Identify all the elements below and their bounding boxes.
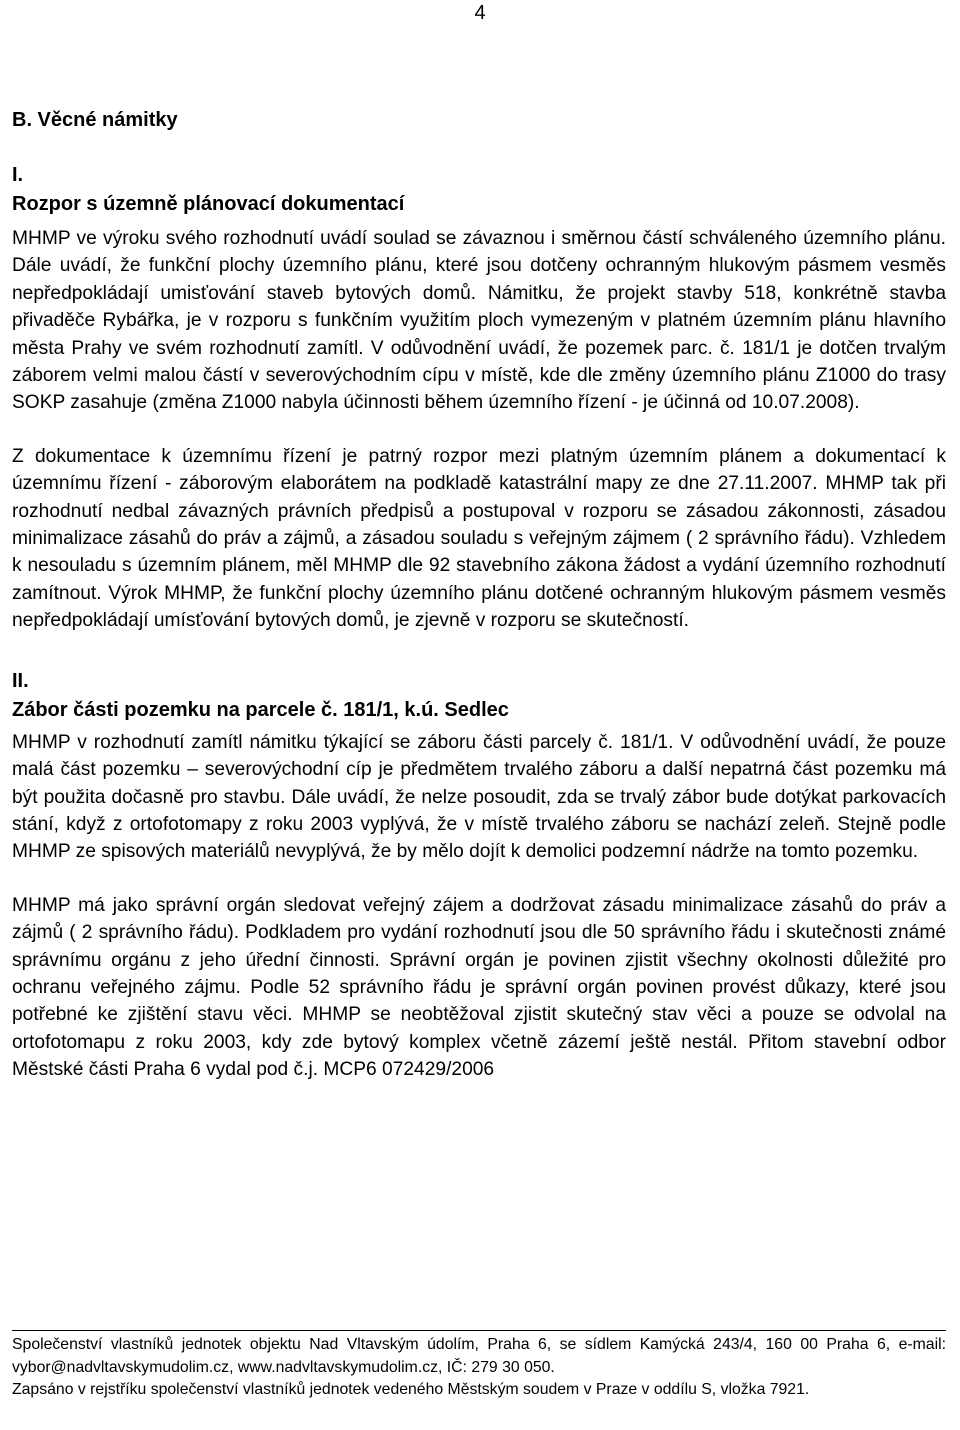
part-1-paragraph-1: MHMP ve výroku svého rozhodnutí uvádí soulad se závaznou i směrnou částí schváleného územního plánu. Dále uvádí, že funkční plochy územního plánu, které jsou dotčeny ochranným hlukovým pásmem vesměs nepředpokládají umisťování staveb bytových domů. Námitku, že projekt stavby 518, konkrétně stavba přivaděče Rybářka, je v rozporu s funkčním využitím ploch vymezeným v platném územním plánu hlavního města Prahy ve svém rozhodnutí zamítl. V odůvodnění uvádí, že pozemek parc. č. 181/1 je dotčen trvalým záborem velmi malou částí v severovýchodním cípu v místě, kde dle změny územního plánu Z1000 do trasy SOKP zasahuje (změna Z1000 nabyla účinnosti během územního řízení - je účinná od 10.07.2008). xyxy=(12,228,946,414)
part-2-paragraph-1: MHMP v rozhodnutí zamítl námitku týkající se záboru části parcely č. 181/1. V odůvodnění uvádí, že pouze malá část pozemku – severovýchodní cíp je předmětem trvalého záboru a další nepatrná část pozemku má být použita dočasně pro stavbu. Dále uvádí, že nelze posoudit, zda se trvalý zábor bude dotýkat parkovacích stání, když z ortofotomapy z roku 2003 vyplývá, že v místě trvalého záboru se nachází zeleň. Stejně podle MHMP ze spisových materiálů nevyplývá, že by mělo dojít k demolici podzemní nádrže na tomto pozemku. xyxy=(12,731,946,863)
section-title: B. Věcné námitky xyxy=(12,109,178,131)
part-2-title: Zábor části pozemku na parcele č. 181/1, k.ú. Sedlec xyxy=(12,698,509,721)
document-body xyxy=(12,106,946,1084)
footer-registration: Zapsáno v rejstříku společenství vlastníků jednotek vedeného Městským soudem v Praze v oddílu S, vložka 7921. xyxy=(12,1381,810,1398)
part-1-paragraph-2: Z dokumentace k územnímu řízení je patrný rozpor mezi platným územním plánem a dokumentací k územnímu řízení - záborovým elaborátem na podkladě katastrální mapy ze dne 27.11.2007. MHMP tak při rozhodnutí nedbal závazných právních předpisů a postupoval v rozporu se zásadou zákonnosti, zásadou minimalizace zásahů do práv a zájmů, a zásadou souladu s veřejným zájmem ( 2 správního řádu). Vzhledem k nesouladu s územním plánem, měl MHMP dle 92 stavebního zákona žádost a vydání územního rozhodnutí zamítnout. Výrok MHMP, že funkční plochy územního plánu dotčené ochranným hlukovým pásmem vesměs nepředpokládají umísťování bytových domů, je zjevně v rozporu se skutečností. xyxy=(12,445,946,632)
part-1-numeral: I. xyxy=(12,164,24,186)
part-2-paragraph-2: MHMP má jako správní orgán sledovat veřejný zájem a dodržovat zásadu minimalizace zásahů do práv a zájmů ( 2 správního řádu). Podkladem pro vydání rozhodnutí jsou dle 50 správního řádu i skutečnosti známé správnímu orgánu z jeho úřední činnosti. Správní orgán je povinen zjistit všechny okolnosti důležité pro ochranu veřejného zájmu. Podle 52 správního řádu je správní orgán povinen provést důkazy, které jsou potřebné ke zjištění stavu věci. MHMP se neobtěžoval zjistit skutečný stav věci a pouze se odvolal na ortofotomapu z roku 2003, kdy zde bytový komplex včetně zázemí ještě nestál. Přitom stavební odbor Městské části Praha 6 vydal pod č.j. MCP6 072429/2006 xyxy=(12,894,946,1081)
part-2-numeral: II. xyxy=(12,669,29,692)
part-1-title: Rozpor s územně plánovací dokumentací xyxy=(12,193,405,215)
page-number: 4 xyxy=(474,2,486,24)
footer xyxy=(12,1330,946,1402)
footer-contact: Společenství vlastníků jednotek objektu Nad Vltavským údolím, Praha 6, se sídlem Kamýcká 243/4, 160 00 Praha 6, e-mail: vybor@nadvltavskymudolim.cz, www.nadvltavskymudolim.cz, IČ: 279 30 050. xyxy=(12,1336,946,1376)
